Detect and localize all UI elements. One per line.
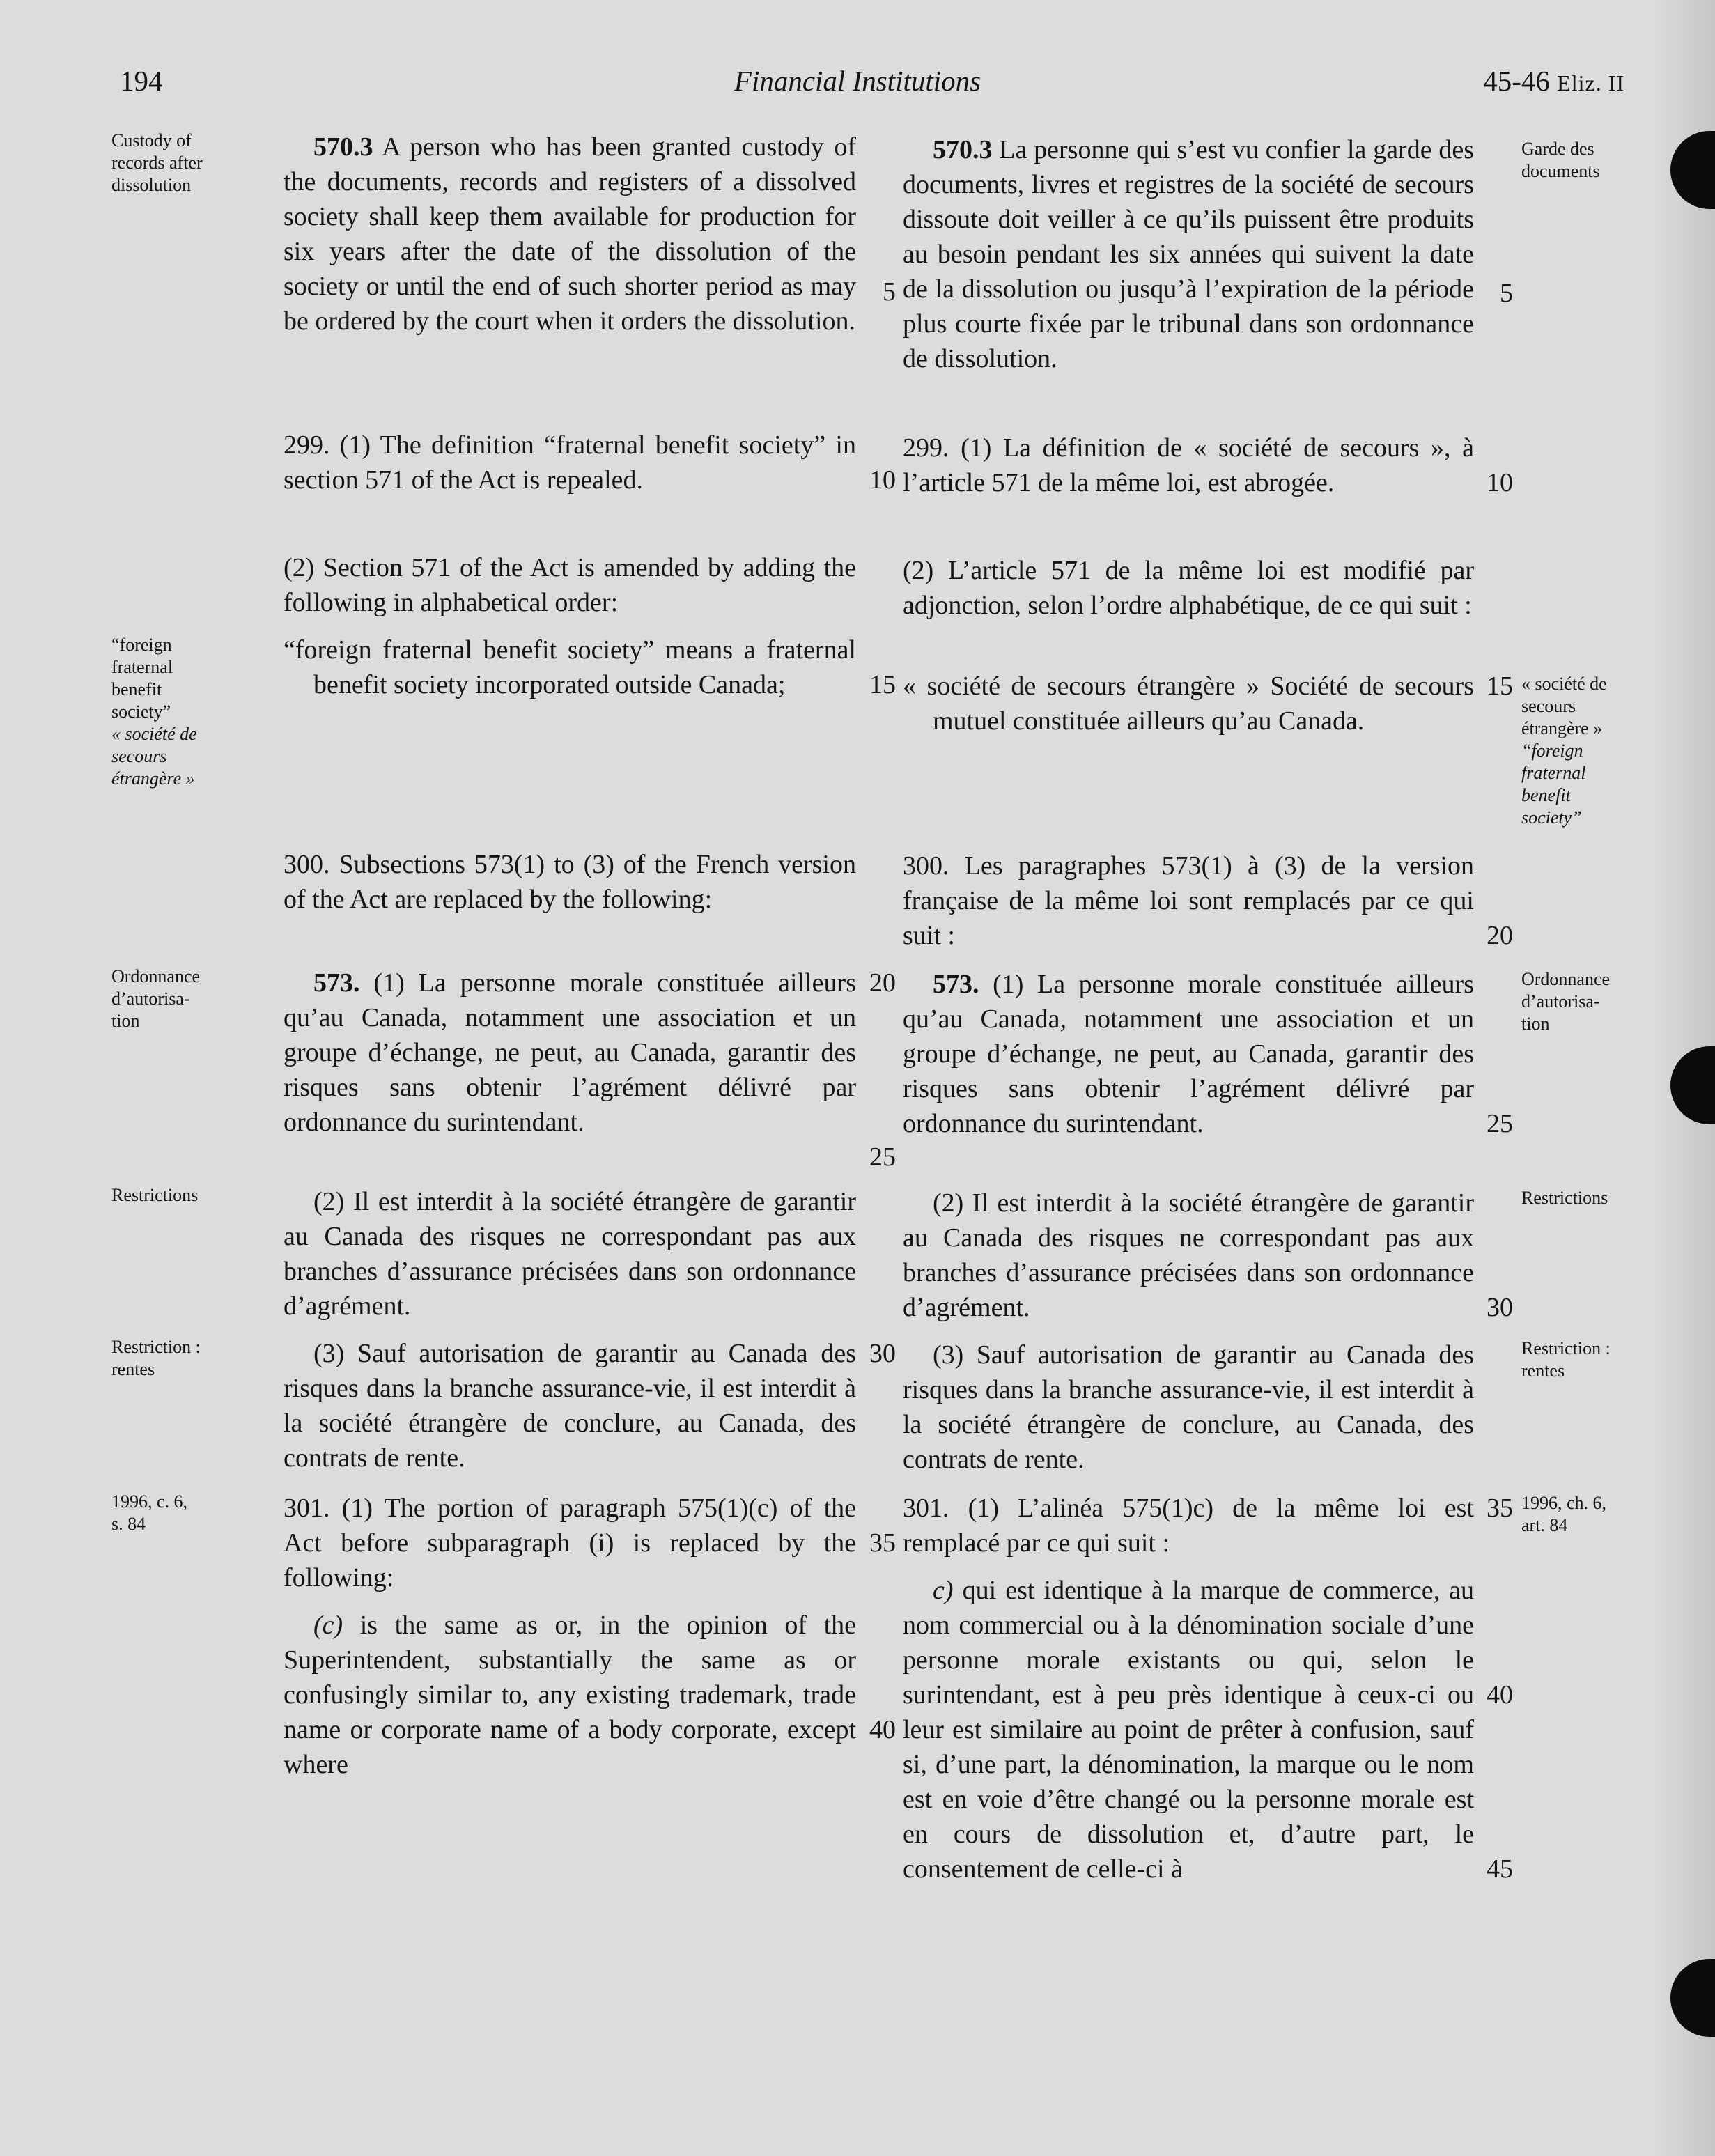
line-number: 40 [1487, 1680, 1513, 1709]
margin-line: tion [1521, 1014, 1550, 1034]
margin-note-restriction-rentes-fr [1521, 1337, 1633, 1382]
section-text: La personne qui s’est vu confier la garde des documents, livres et registres de la société de secours dissoute doit veiller à ce qu’ils puissent être produits au besoin pendant les six années qui suivent la date de la dissolution ou jusqu’à l’expiration de la période plus courte fixée par le tribunal dans son ordonnance de dissolution. [903, 135, 1475, 373]
margin-note-ordonnance [111, 965, 237, 1032]
margin-note-foreign-society [111, 634, 237, 790]
section-number: 570.3 [313, 132, 373, 162]
english-573-2 [284, 1184, 856, 1324]
french-570-3 [903, 132, 1474, 376]
line-number: 30 [1487, 1293, 1513, 1322]
margin-note-citation-fr [1521, 1492, 1633, 1537]
margin-line: Restrictions [1521, 1188, 1608, 1208]
margin-line: society” [1521, 807, 1582, 828]
french-299-2: (2) L’article 571 de la même loi est modifié par adjonction, selon l’ordre alphabétique, de ce qui suit : [903, 556, 1474, 620]
english-573-3 [284, 1336, 856, 1475]
paragraph-text: is the same as or, in the opinion of the Superintendent, substantially the same as or confusingly similar to, any existing trademark, trade name or corporate name of a body corporate, except where [284, 1611, 857, 1779]
margin-line: art. 84 [1521, 1515, 1568, 1535]
regnal-year-reign: Eliz. II [1557, 70, 1624, 95]
english-301: 301. (1) The portion of paragraph 575(1)(c) of the Act before subparagraph (i) is replaced by the following: [284, 1494, 856, 1592]
margin-line: « société de [1521, 674, 1607, 694]
section-text: (3) Sauf autorisation de garantir au Canada des risques dans la branche assurance-vie, il est interdit à la société étrangère de conclure, au Canada, des contrats de rente. [903, 1340, 1474, 1474]
margin-note-societe-etrangere [1521, 673, 1633, 829]
margin-line: documents [1521, 161, 1600, 181]
line-number: 35 [1487, 1494, 1513, 1523]
line-number: 25 [869, 1142, 896, 1172]
english-570-3 [284, 130, 856, 339]
margin-line: benefit [1521, 785, 1571, 805]
section-number: 573. [933, 970, 979, 999]
regnal-year-number: 45-46 [1483, 65, 1550, 97]
regnal-year [1483, 64, 1624, 100]
section-text: (1) La personne morale constituée ailleurs qu’au Canada, notamment une association et un groupe d’échange, ne peut, au Canada, garantir des risques sans obtenir l’agrément délivré par ordonnance du surintendant. [284, 968, 856, 1137]
margin-line: records after [111, 153, 203, 173]
paragraph-label: c) [933, 1576, 954, 1605]
margin-line: tion [111, 1011, 140, 1031]
definition-text: “foreign fraternal benefit society” means a fraternal benefit society incorporated outside Canada; [284, 635, 856, 699]
margin-line: secours [111, 746, 167, 766]
margin-line: 1996, c. 6, [111, 1491, 188, 1512]
english-299-2: (2) Section 571 of the Act is amended by adding the following in alphabetical order: [284, 553, 856, 617]
margin-line: Ordonnance [111, 966, 201, 986]
french-300: 300. Les paragraphes 573(1) à (3) de la version française de la même loi sont remplacés par ce qui suit : [903, 851, 1474, 950]
section-text: A person who has been granted custody of the documents, records and registers of a dissolved society shall keep them available for production for six years after the date of the dissolution of the society or until the end of such shorter period as may be ordered by the court when it orders the dissolution. [284, 132, 857, 336]
margin-line: fraternal [1521, 763, 1586, 783]
line-number: 15 [869, 670, 896, 699]
section-number: 573. [313, 968, 360, 998]
paragraph-label: (c) [313, 1611, 343, 1640]
line-number: 40 [869, 1715, 896, 1744]
french-573-2 [903, 1186, 1474, 1325]
section-text: (2) Il est interdit à la société étrangère de garantir au Canada des risques ne correspondant pas aux branches d’assurance précisées dans son ordonnance d’agrément. [903, 1188, 1474, 1322]
french-301: 301. (1) L’alinéa 575(1)c) de la même loi est remplacé par ce qui suit : [903, 1494, 1474, 1558]
margin-line: “foreign [111, 635, 172, 655]
line-number: 5 [883, 277, 896, 307]
margin-note-restriction-rentes [111, 1336, 237, 1381]
margin-line: Restriction : [1521, 1338, 1611, 1358]
margin-note-ordonnance-fr [1521, 968, 1633, 1035]
english-300: 300. Subsections 573(1) to (3) of the French version of the Act are replaced by the following: [284, 850, 856, 914]
french-para-c [903, 1573, 1474, 1886]
line-number: 35 [869, 1528, 896, 1558]
margin-line: secours [1521, 696, 1576, 716]
section-text: (3) Sauf autorisation de garantir au Canada des risques dans la branche assurance-vie, il est interdit à la société étrangère de conclure, au Canada, des contrats de rente. [284, 1339, 856, 1473]
french-299-1: 299. (1) La définition de « société de secours », à l’article 571 de la même loi, est abrogée. [903, 433, 1474, 497]
margin-line: Ordonnance [1521, 969, 1611, 989]
french-573-1 [903, 967, 1474, 1141]
margin-note-restrictions [111, 1184, 237, 1207]
margin-note-restrictions-fr [1521, 1187, 1633, 1209]
line-number: 45 [1487, 1854, 1513, 1884]
french-573-3 [903, 1337, 1474, 1477]
english-para-c [284, 1608, 856, 1782]
margin-line: Garde des [1521, 139, 1594, 159]
section-text: (1) La personne morale constituée ailleurs qu’au Canada, notamment une association et un groupe d’échange, ne peut, au Canada, garantir des risques sans obtenir l’agrément délivré par ordonnance du surintendant. [903, 970, 1474, 1138]
margin-line: 1996, ch. 6, [1521, 1493, 1607, 1513]
margin-line: “foreign [1521, 740, 1583, 761]
line-number: 30 [869, 1339, 896, 1368]
page-number: 194 [120, 65, 163, 97]
line-number: 25 [1487, 1109, 1513, 1138]
margin-line: « société de [111, 724, 197, 744]
line-number: 10 [1487, 468, 1513, 497]
margin-line: d’autorisa- [111, 988, 190, 1009]
margin-line: dissolution [111, 175, 192, 195]
english-definition [284, 633, 856, 702]
line-number: 20 [869, 968, 896, 998]
line-number: 20 [1487, 921, 1513, 950]
line-number: 15 [1487, 672, 1513, 701]
margin-note-citation [111, 1491, 237, 1535]
margin-line: Restriction : [111, 1337, 201, 1357]
definition-text: « société de secours étrangère » Société de secours mutuel constituée ailleurs qu’au Canada. [903, 672, 1474, 736]
margin-line: benefit [111, 679, 162, 699]
margin-line: Custody of [111, 130, 192, 150]
margin-note-custody [111, 130, 237, 196]
paragraph-text: qui est identique à la marque de commerce, au nom commercial ou à la dénomination sociale d’une personne morale existants ou qui, selon le surintendant, est à peu près identique à ceux-ci ou leur est similaire au point de prêter à confusion, sauf si, d’une part, la dénomination, la marque ou le nom est en voie d’être changé ou la personne morale est en cours de dissolution et, d’autre part, le consentement de celle-ci à [903, 1576, 1474, 1884]
section-text: (2) Il est interdit à la société étrangère de garantir au Canada des risques ne correspondant pas aux branches d’assurance précisées dans son ordonnance d’agrément. [284, 1187, 856, 1321]
margin-line: s. 84 [111, 1514, 146, 1534]
margin-line: étrangère » [111, 768, 195, 789]
running-title: Financial Institutions [734, 65, 981, 97]
line-number: 10 [869, 465, 896, 495]
margin-note-garde [1521, 138, 1633, 183]
english-573-1 [284, 965, 856, 1140]
margin-line: society” [111, 701, 171, 722]
english-299-1: 299. (1) The definition “fraternal benefit society” in section 571 of the Act is repealed. [284, 431, 856, 495]
french-definition [903, 669, 1474, 738]
margin-line: Restrictions [111, 1185, 199, 1205]
line-number: 5 [1500, 279, 1513, 308]
margin-line: d’autorisa- [1521, 991, 1600, 1011]
margin-line: rentes [111, 1359, 155, 1379]
margin-line: rentes [1521, 1360, 1565, 1381]
margin-line: fraternal [111, 657, 173, 677]
margin-line: étrangère » [1521, 718, 1603, 738]
section-number: 570.3 [933, 135, 993, 164]
